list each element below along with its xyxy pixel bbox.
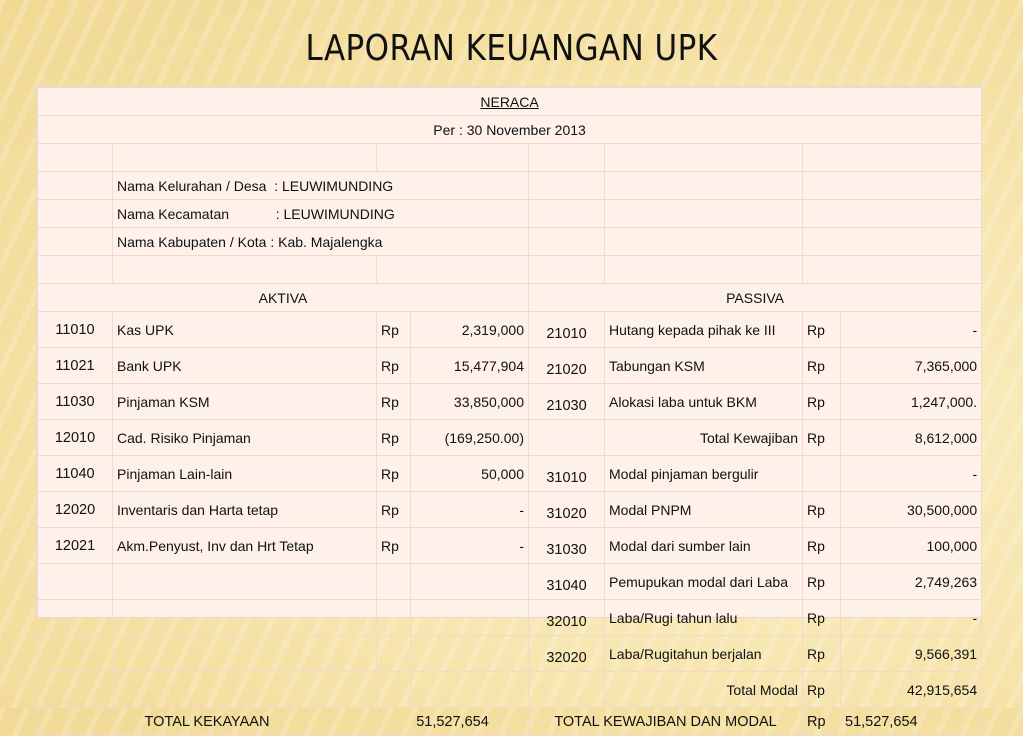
balance-sheet <box>36 86 982 730</box>
passiva-value: 30,500,000 <box>841 492 982 528</box>
passiva-value: 2,749,263 <box>841 564 982 600</box>
passiva-account-name: Modal dari sumber lain <box>605 528 803 564</box>
aktiva-value: - <box>411 528 529 564</box>
report-period: Per : 30 November 2013 <box>38 116 982 144</box>
passiva-code: 32020 <box>529 636 605 672</box>
aktiva-currency: Rp <box>377 456 411 492</box>
aktiva-value: 2,319,000 <box>411 312 529 348</box>
passiva-value: - <box>841 456 982 492</box>
aktiva-value <box>411 564 529 600</box>
aktiva-code: 11010 <box>38 312 113 348</box>
aktiva-currency <box>377 672 411 708</box>
aktiva-code: 12020 <box>38 492 113 528</box>
passiva-value: 1,247,000. <box>841 384 982 420</box>
aktiva-account-name: Inventaris dan Harta tetap <box>113 492 377 528</box>
aktiva-account-name <box>113 636 377 672</box>
passiva-currency: Rp <box>803 312 841 348</box>
passiva-account-name: Pemupukan modal dari Laba <box>605 564 803 600</box>
aktiva-currency <box>377 600 411 636</box>
passiva-value: 100,000 <box>841 528 982 564</box>
passiva-account-name: Laba/Rugi tahun lalu <box>605 600 803 636</box>
total-kewajiban-modal-label: TOTAL KEWAJIBAN DAN MODAL <box>529 708 803 736</box>
table-row <box>38 456 982 492</box>
aktiva-currency: Rp <box>377 312 411 348</box>
passiva-account-name: Total Modal <box>605 672 803 708</box>
passiva-account-name: Hutang kepada pihak ke III <box>605 312 803 348</box>
aktiva-account-name: Akm.Penyust, Inv dan Hrt Tetap <box>113 528 377 564</box>
aktiva-account-name <box>113 564 377 600</box>
passiva-currency: Rp <box>803 564 841 600</box>
aktiva-header: AKTIVA <box>38 284 529 312</box>
passiva-code: 31020 <box>529 492 605 528</box>
aktiva-value: 33,850,000 <box>411 384 529 420</box>
total-kewajiban-modal-currency: Rp <box>803 708 841 736</box>
report-name: NERACA <box>38 88 982 116</box>
aktiva-code <box>38 600 113 636</box>
aktiva-currency: Rp <box>377 528 411 564</box>
page-title: LAPORAN KEUANGAN UPK <box>305 28 718 69</box>
passiva-value: - <box>841 600 982 636</box>
info-kelurahan: Nama Kelurahan / Desa : LEUWIMUNDING <box>113 172 529 200</box>
passiva-code <box>529 420 605 456</box>
table-row <box>38 420 982 456</box>
aktiva-currency: Rp <box>377 492 411 528</box>
passiva-currency <box>803 456 841 492</box>
passiva-account-name: Modal pinjaman bergulir <box>605 456 803 492</box>
aktiva-code: 11040 <box>38 456 113 492</box>
passiva-account-name: Laba/Rugitahun berjalan <box>605 636 803 672</box>
aktiva-currency: Rp <box>377 348 411 384</box>
table-row <box>38 384 982 420</box>
table-row <box>38 348 982 384</box>
passiva-code: 32010 <box>529 600 605 636</box>
aktiva-value: - <box>411 492 529 528</box>
aktiva-currency <box>377 636 411 672</box>
passiva-currency: Rp <box>803 600 841 636</box>
passiva-currency: Rp <box>803 528 841 564</box>
aktiva-code <box>38 636 113 672</box>
aktiva-code <box>38 672 113 708</box>
passiva-value: 8,612,000 <box>841 420 982 456</box>
aktiva-currency: Rp <box>377 384 411 420</box>
passiva-account-name: Total Kewajiban <box>605 420 803 456</box>
passiva-value: - <box>841 312 982 348</box>
aktiva-value <box>411 600 529 636</box>
passiva-code: 21030 <box>529 384 605 420</box>
total-kewajiban-modal-value: 51,527,654 <box>841 708 982 736</box>
passiva-currency: Rp <box>803 420 841 456</box>
aktiva-code: 11021 <box>38 348 113 384</box>
aktiva-code: 12010 <box>38 420 113 456</box>
passiva-currency: Rp <box>803 672 841 708</box>
passiva-value: 7,365,000 <box>841 348 982 384</box>
aktiva-account-name: Cad. Risiko Pinjaman <box>113 420 377 456</box>
aktiva-account-name <box>113 672 377 708</box>
aktiva-value: (169,250.00) <box>411 420 529 456</box>
aktiva-account-name: Bank UPK <box>113 348 377 384</box>
passiva-header: PASSIVA <box>529 284 982 312</box>
balance-table <box>37 87 982 736</box>
info-kabupaten: Nama Kabupaten / Kota : Kab. Majalengka <box>113 228 529 256</box>
info-kecamatan: Nama Kecamatan : LEUWIMUNDING <box>113 200 529 228</box>
table-row <box>38 312 982 348</box>
total-kekayaan-label: TOTAL KEKAYAAN <box>38 708 377 736</box>
aktiva-account-name: Pinjaman Lain-lain <box>113 456 377 492</box>
aktiva-code <box>38 564 113 600</box>
passiva-currency: Rp <box>803 636 841 672</box>
passiva-account-name: Alokasi laba untuk BKM <box>605 384 803 420</box>
aktiva-account-name <box>113 600 377 636</box>
table-row <box>38 636 982 672</box>
aktiva-value: 50,000 <box>411 456 529 492</box>
aktiva-value: 15,477,904 <box>411 348 529 384</box>
passiva-account-name: Tabungan KSM <box>605 348 803 384</box>
aktiva-code: 11030 <box>38 384 113 420</box>
aktiva-value <box>411 672 529 708</box>
passiva-value: 9,566,391 <box>841 636 982 672</box>
table-row <box>38 492 982 528</box>
passiva-currency: Rp <box>803 348 841 384</box>
passiva-code: 31040 <box>529 564 605 600</box>
passiva-code: 31030 <box>529 528 605 564</box>
passiva-account-name: Modal PNPM <box>605 492 803 528</box>
passiva-code: 31010 <box>529 456 605 492</box>
table-row <box>38 564 982 600</box>
passiva-value: 42,915,654 <box>841 672 982 708</box>
aktiva-account-name: Pinjaman KSM <box>113 384 377 420</box>
passiva-code: 21020 <box>529 348 605 384</box>
passiva-code <box>529 672 605 708</box>
table-row <box>38 600 982 636</box>
passiva-code: 21010 <box>529 312 605 348</box>
aktiva-value <box>411 636 529 672</box>
passiva-currency: Rp <box>803 384 841 420</box>
passiva-currency: Rp <box>803 492 841 528</box>
total-kekayaan-value: 51,527,654 <box>377 708 529 736</box>
aktiva-currency <box>377 564 411 600</box>
aktiva-currency: Rp <box>377 420 411 456</box>
table-row <box>38 528 982 564</box>
aktiva-code: 12021 <box>38 528 113 564</box>
aktiva-account-name: Kas UPK <box>113 312 377 348</box>
table-row <box>38 672 982 708</box>
